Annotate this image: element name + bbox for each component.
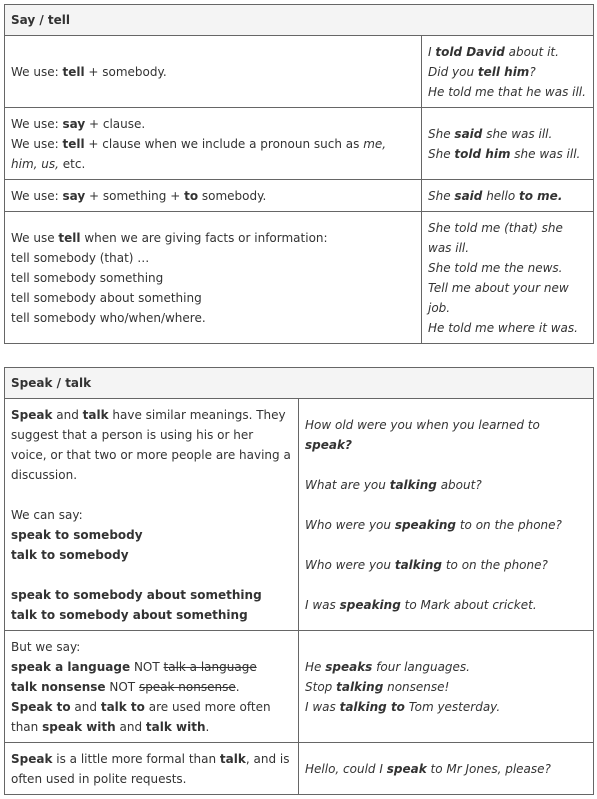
text-segment: We use: [11,136,63,151]
text-segment: to Mr Jones, please? [426,761,551,776]
text-line [11,505,292,525]
text-line [11,585,292,605]
text-segment: But we say: [11,639,81,654]
text-segment: tell him [477,64,530,79]
text-segment: to me. [519,188,563,203]
text-segment: tell somebody something [11,270,164,285]
text-segment: He [305,659,326,674]
text-line [305,677,587,697]
text-segment: + clause when we include a pronoun such as [84,136,364,151]
text-segment: tell [62,136,85,151]
text-segment: Speak to [11,699,71,714]
text-segment: She told me the news. [428,260,563,275]
text-segment: to Mark about cricket. [400,597,537,612]
text-line [11,288,415,308]
example-cell [422,180,594,212]
text-segment: NOT [130,659,164,674]
text-segment: four languages. [372,659,470,674]
text-line [11,637,292,657]
text-segment: told him [454,146,511,161]
text-line [305,759,587,779]
text-segment: tell [58,230,81,245]
text-segment: speaks [325,659,373,674]
text-line [11,248,415,268]
text-line [305,475,587,495]
text-segment: talk a language [163,659,257,674]
text-line [11,677,292,697]
text-line [428,318,587,338]
text-segment: We use [11,230,59,245]
text-segment: are used more often than [11,699,271,734]
rule-cell [5,108,422,180]
text-segment: tell somebody (that) … [11,250,150,265]
text-line [11,749,292,789]
text-segment: to on the phone? [456,517,562,532]
text-segment: tell somebody who/when/where. [11,310,206,325]
example-cell [299,743,594,795]
say-tell-header: Say / tell [5,5,594,36]
text-line [11,228,415,248]
text-line [11,62,415,82]
text-line [428,186,587,206]
text-segment: have similar meanings. They suggest that a person is using his or her voice, or that two or more people are having a discussion. [11,407,291,482]
text-segment: and [70,699,101,714]
text-line [305,515,587,535]
text-segment: Tom yesterday. [404,699,501,714]
text-line [428,258,587,278]
text-segment: . [235,679,240,694]
text-segment: and [115,719,146,734]
text-segment: speak [386,761,427,776]
text-segment: She [428,146,455,161]
text-segment: She [428,126,455,141]
text-segment: nonsense! [383,679,450,694]
rule-cell [5,212,422,344]
text-segment: talking [394,557,443,572]
text-segment: + clause. [85,116,146,131]
text-line [305,495,587,515]
text-segment: ? [529,64,536,79]
text-line [428,62,587,82]
text-segment: tell [62,64,85,79]
text-line [11,134,415,174]
text-line [428,218,587,258]
text-line [11,525,292,545]
example-cell [422,212,594,344]
rule-cell [5,743,299,795]
text-segment: NOT [105,679,139,694]
text-line [11,545,292,565]
text-segment: she was ill. [482,126,553,141]
text-segment: talk to somebody [11,547,129,562]
text-line [11,485,292,505]
text-segment: speak? [305,437,352,452]
text-segment: I was [305,699,340,714]
text-segment: He told me where it was. [428,320,578,335]
text-segment: say [62,116,86,131]
text-segment: tell somebody about something [11,290,202,305]
text-line [11,605,292,625]
text-line [11,697,292,737]
text-segment: We use: [11,188,63,203]
text-segment: Tell me about your new job. [428,280,569,315]
rule-cell [5,180,422,212]
text-line [11,565,292,585]
text-segment: + somebody. [84,64,167,79]
text-line [428,82,587,102]
speak-talk-header: Speak / talk [5,368,594,399]
rule-cell [5,36,422,108]
text-segment: + something + [85,188,185,203]
text-segment: Who were you [305,557,395,572]
text-line [11,405,292,485]
text-line [305,657,587,677]
text-segment: talk [82,407,109,422]
text-segment: talk with [145,719,206,734]
text-segment: talking [389,477,437,492]
text-segment: . [205,719,210,734]
text-segment: about it. [504,44,559,59]
text-line [428,278,587,318]
text-line [428,42,587,62]
text-segment: , and is often used in polite requests. [11,751,290,786]
text-segment: said [454,188,483,203]
text-segment: Speak [11,751,53,766]
rule-cell [5,399,299,631]
text-line [305,535,587,555]
text-line [305,415,587,455]
text-line [11,186,415,206]
text-segment: We use: [11,116,63,131]
example-cell [299,631,594,743]
text-segment: He told me that he was ill. [428,84,586,99]
text-line [305,595,587,615]
text-segment: talk to [100,699,145,714]
text-segment: told David [435,44,505,59]
text-segment: We can say: [11,507,83,522]
text-segment: speaking [339,597,401,612]
text-segment: when we are giving facts or information: [80,230,328,245]
rule-cell [5,631,299,743]
say-tell-table [4,4,594,344]
text-segment: Stop [305,679,337,694]
text-segment: about? [436,477,482,492]
text-segment: I was [305,597,340,612]
text-line [11,657,292,677]
text-segment: talking to [339,699,405,714]
text-segment: she was ill. [510,146,581,161]
text-segment: speak to somebody [11,527,143,542]
text-segment: and [52,407,83,422]
text-segment: Hello, could I [305,761,387,776]
text-line [305,455,587,475]
text-segment: I [428,44,436,59]
text-segment: to on the phone? [442,557,548,572]
text-segment: What are you [305,477,390,492]
text-segment: is a little more formal than [52,751,220,766]
text-segment: We use: [11,64,63,79]
text-segment: me, him, us, [11,136,387,171]
text-segment: say [62,188,86,203]
text-segment: talk nonsense [11,679,106,694]
speak-talk-table [4,367,594,795]
text-line [305,555,587,575]
text-segment: speak a language [11,659,131,674]
text-segment: Did you [428,64,478,79]
text-segment: She told me (that) she was ill. [428,220,563,255]
text-segment: said [454,126,483,141]
text-line [11,308,415,328]
text-segment: Who were you [305,517,395,532]
text-segment: talk to somebody about something [11,607,248,622]
text-line [305,575,587,595]
text-segment: How old were you when you learned to [305,417,540,432]
text-segment: somebody. [198,188,267,203]
text-segment: speak nonsense [138,679,236,694]
text-segment: etc. [58,156,86,171]
text-segment: She [428,188,455,203]
text-segment: talk [219,751,246,766]
text-segment: speak with [42,719,116,734]
text-segment: speak to somebody about something [11,587,262,602]
text-segment: hello [482,188,520,203]
example-cell [422,36,594,108]
example-cell [299,399,594,631]
text-segment: Speak [11,407,53,422]
text-line [11,268,415,288]
example-cell [422,108,594,180]
text-line [305,697,587,717]
text-line [428,144,587,164]
text-segment: talking [336,679,384,694]
text-segment: speaking [394,517,457,532]
text-segment: to [184,188,199,203]
text-line [11,114,415,134]
text-line [428,124,587,144]
